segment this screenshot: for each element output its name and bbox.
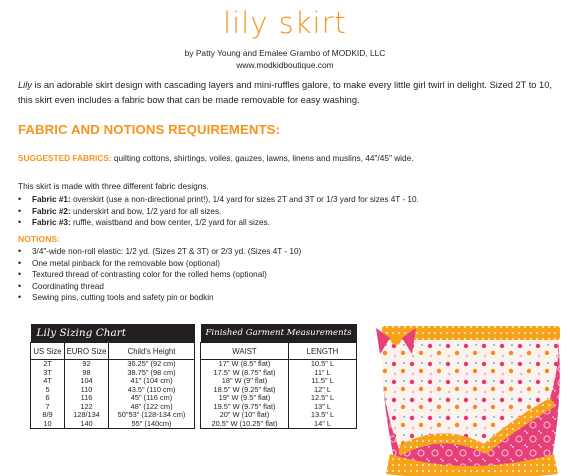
waist-cell: 17" W (8.5" flat): [201, 360, 289, 369]
us-size-cell: 6: [31, 394, 65, 403]
height-cell: 48" (122 cm): [109, 403, 195, 412]
waist-cell: 19" W (9.5" flat): [201, 394, 289, 403]
height-cell: 38.75" (98 cm): [109, 369, 195, 378]
us-size-cell: 10: [31, 420, 65, 429]
table-row: [31, 386, 357, 395]
notion-text: Sewing pins, cutting tools and safety pin or bodkin: [32, 293, 214, 302]
waist-cell: 18.5" W (9.25" flat): [201, 386, 289, 395]
fabric-designs-note: This skirt is made with three different fabric designs.: [18, 181, 209, 191]
waist-cell: 19.5" W (9.75" flat): [201, 403, 289, 412]
website-link[interactable]: www.modkidboutique.com: [236, 60, 334, 70]
bullet-icon: •: [18, 280, 22, 291]
notion-text: 3/4"-wide non-roll elastic: 1/2 yd. (Sizes 2T & 3T) or 2/3 yd. (Sizes 4T - 10): [32, 247, 302, 256]
euro-size-cell: 128/134: [65, 411, 109, 420]
euro-size-cell: 122: [65, 403, 109, 412]
length-cell: 13" L: [289, 403, 357, 412]
list-item: [18, 258, 548, 270]
euro-size-cell: 116: [65, 394, 109, 403]
bow-center-shape: [391, 335, 401, 345]
length-cell: 12.5" L: [289, 394, 357, 403]
notions-label: NOTIONS:: [18, 234, 61, 244]
fabric-label: Fabric #1:: [32, 195, 71, 204]
intro-paragraph: [18, 78, 554, 107]
fabric-list: [18, 194, 548, 229]
length-cell: 13.5" L: [289, 411, 357, 420]
fabric-text: ruffle, waistband and bow center, 1/2 yard for all sizes.: [70, 218, 270, 227]
fabric-text: underskirt and bow, 1/2 yard for all sizes.: [70, 206, 222, 216]
requirements-heading: FABRIC AND NOTIONS REQUIREMENTS:: [18, 122, 281, 137]
length-cell: 14" L: [289, 420, 357, 429]
page-title: lily skirt: [223, 6, 347, 40]
finished-measurements-title: Finished Garment Measurements: [201, 324, 357, 343]
intro-text: is an adorable skirt design with cascading layers and mini-ruffles galore, to make every little girl twirl in delight. Sized 2T to 10, this skirt even includes a fabric bow that can be made removable for easy washing.: [18, 80, 552, 105]
height-cell: 41" (104 cm): [109, 377, 195, 386]
intro-skirt-name: Lily: [18, 80, 32, 90]
sizing-chart-title: Lily Sizing Chart: [31, 324, 195, 343]
list-item: [18, 206, 548, 218]
notions-list: [18, 246, 548, 304]
list-item: [18, 194, 548, 206]
bullet-icon: •: [18, 292, 22, 302]
waist-cell: 20.5" W (10.25" flat): [201, 420, 289, 429]
list-item: [18, 269, 548, 281]
skirt-illustration: [372, 306, 568, 476]
waist-cell: 20" W (10" flat): [201, 411, 289, 420]
waist-cell: 18" W (9" flat): [201, 377, 289, 386]
notion-text: One metal pinback for the removable bow (optional): [32, 258, 220, 268]
bullet-icon: •: [18, 205, 22, 216]
waist-cell: 17.5" W (8.75" flat): [201, 369, 289, 378]
fabric-label: Fabric #2:: [32, 206, 71, 216]
list-item: [18, 246, 548, 258]
us-size-cell: 8/9: [31, 411, 65, 420]
us-size-cell: 3T: [31, 369, 65, 378]
suggested-fabrics: [18, 153, 554, 163]
bullet-icon: •: [18, 269, 22, 279]
us-size-cell: 4T: [31, 377, 65, 386]
notion-text: Textured thread of contrasting color for the rolled hems (optional): [32, 270, 267, 279]
euro-size-cell: 92: [65, 360, 109, 369]
list-item: [18, 217, 548, 229]
height-cell: 45" (116 cm): [109, 394, 195, 403]
table-row: [31, 360, 357, 369]
height-cell: 43.5" (110 cm): [109, 386, 195, 395]
fabric-text: overskirt (use a non-directional print!), 1/4 yard for sizes 2T and 3T or 1/3 yard for sizes 4T - 10.: [70, 195, 419, 204]
height-cell: 50"53" (128-134 cm): [109, 411, 195, 420]
column-header-waist: WAIST: [201, 343, 289, 360]
column-header-us-size: US Size: [31, 343, 65, 360]
column-header-euro-size: EURO Size: [65, 343, 109, 360]
suggested-fabrics-text: quilting cottons, shirtings, voiles, gauzes, lawns, linens and muslins, 44"/45" wide.: [111, 153, 414, 163]
suggested-fabrics-label: SUGGESTED FABRICS:: [18, 153, 112, 163]
length-cell: 11" L: [289, 369, 357, 378]
us-size-cell: 2T: [31, 360, 65, 369]
column-header-length: LENGTH: [289, 343, 357, 360]
bullet-icon: •: [18, 217, 22, 227]
bullet-icon: •: [18, 246, 22, 256]
bullet-icon: •: [18, 257, 22, 268]
list-item: [18, 292, 548, 304]
height-cell: 55" (140cm): [109, 420, 195, 429]
fabric-label: Fabric #3:: [32, 218, 71, 227]
author-byline: by Patty Young and Emalee Grambo of MODKID, LLC: [184, 48, 386, 58]
euro-size-cell: 98: [65, 369, 109, 378]
sizing-chart-table: [30, 324, 357, 429]
bullet-icon: •: [18, 194, 22, 204]
euro-size-cell: 104: [65, 377, 109, 386]
notion-text: Coordinating thread: [32, 281, 104, 291]
list-item: [18, 281, 548, 293]
table-row: [31, 420, 357, 429]
euro-size-cell: 110: [65, 386, 109, 395]
length-cell: 11.5" L: [289, 377, 357, 386]
length-cell: 10.5" L: [289, 360, 357, 369]
euro-size-cell: 140: [65, 420, 109, 429]
us-size-cell: 5: [31, 386, 65, 395]
column-header-child-height: Child's Height: [109, 343, 195, 360]
table-row: [31, 377, 357, 386]
us-size-cell: 7: [31, 403, 65, 412]
height-cell: 36.25" (92 cm): [109, 360, 195, 369]
length-cell: 12" L: [289, 386, 357, 395]
